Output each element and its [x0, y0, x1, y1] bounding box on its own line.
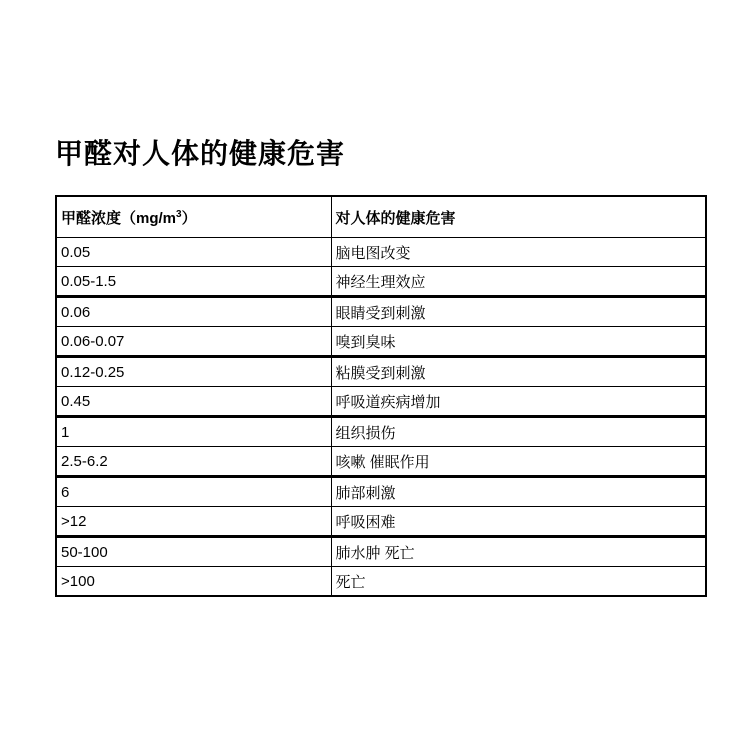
table-row	[56, 387, 706, 417]
concentration-cell: >100	[56, 567, 331, 597]
hazard-table	[55, 195, 707, 597]
table-row	[56, 447, 706, 477]
effect-cell: 肺水肿 死亡	[331, 537, 706, 567]
concentration-cell: 1	[56, 417, 331, 447]
effect-cell: 神经生理效应	[331, 267, 706, 297]
table-row	[56, 327, 706, 357]
table-row	[56, 507, 706, 537]
concentration-cell: >12	[56, 507, 331, 537]
effect-cell: 肺部刺激	[331, 477, 706, 507]
concentration-cell: 0.12-0.25	[56, 357, 331, 387]
table-row	[56, 537, 706, 567]
effect-cell: 粘膜受到刺激	[331, 357, 706, 387]
effect-cell: 嗅到臭味	[331, 327, 706, 357]
table-row	[56, 297, 706, 327]
header-cell-concentration	[56, 196, 331, 238]
concentration-header-suffix: ）	[181, 209, 197, 227]
concentration-cell: 6	[56, 477, 331, 507]
effect-cell: 眼睛受到刺激	[331, 297, 706, 327]
header-row	[56, 196, 706, 238]
concentration-cell: 50-100	[56, 537, 331, 567]
concentration-cell: 0.06	[56, 297, 331, 327]
concentration-cell: 0.05-1.5	[56, 267, 331, 297]
effect-cell: 呼吸道疾病增加	[331, 387, 706, 417]
table-row	[56, 267, 706, 297]
table-row	[56, 417, 706, 447]
effect-cell: 脑电图改变	[331, 238, 706, 267]
table-row	[56, 238, 706, 267]
concentration-cell: 0.45	[56, 387, 331, 417]
concentration-cell: 0.06-0.07	[56, 327, 331, 357]
effect-cell: 咳嗽 催眠作用	[331, 447, 706, 477]
concentration-cell: 0.05	[56, 238, 331, 267]
table-row	[56, 567, 706, 597]
concentration-cell: 2.5-6.2	[56, 447, 331, 477]
concentration-header-prefix: 甲醛浓度（mg/m	[61, 209, 177, 227]
table-body	[56, 238, 706, 597]
effect-cell: 呼吸困难	[331, 507, 706, 537]
table-row	[56, 477, 706, 507]
effect-cell: 死亡	[331, 567, 706, 597]
table-header	[56, 196, 706, 238]
page-title: 甲醛对人体的健康危害	[55, 137, 346, 169]
table-row	[56, 357, 706, 387]
concentration-header-superscript: 3	[176, 208, 182, 220]
header-cell-effect: 对人体的健康危害	[331, 196, 706, 238]
effect-cell: 组织损伤	[331, 417, 706, 447]
